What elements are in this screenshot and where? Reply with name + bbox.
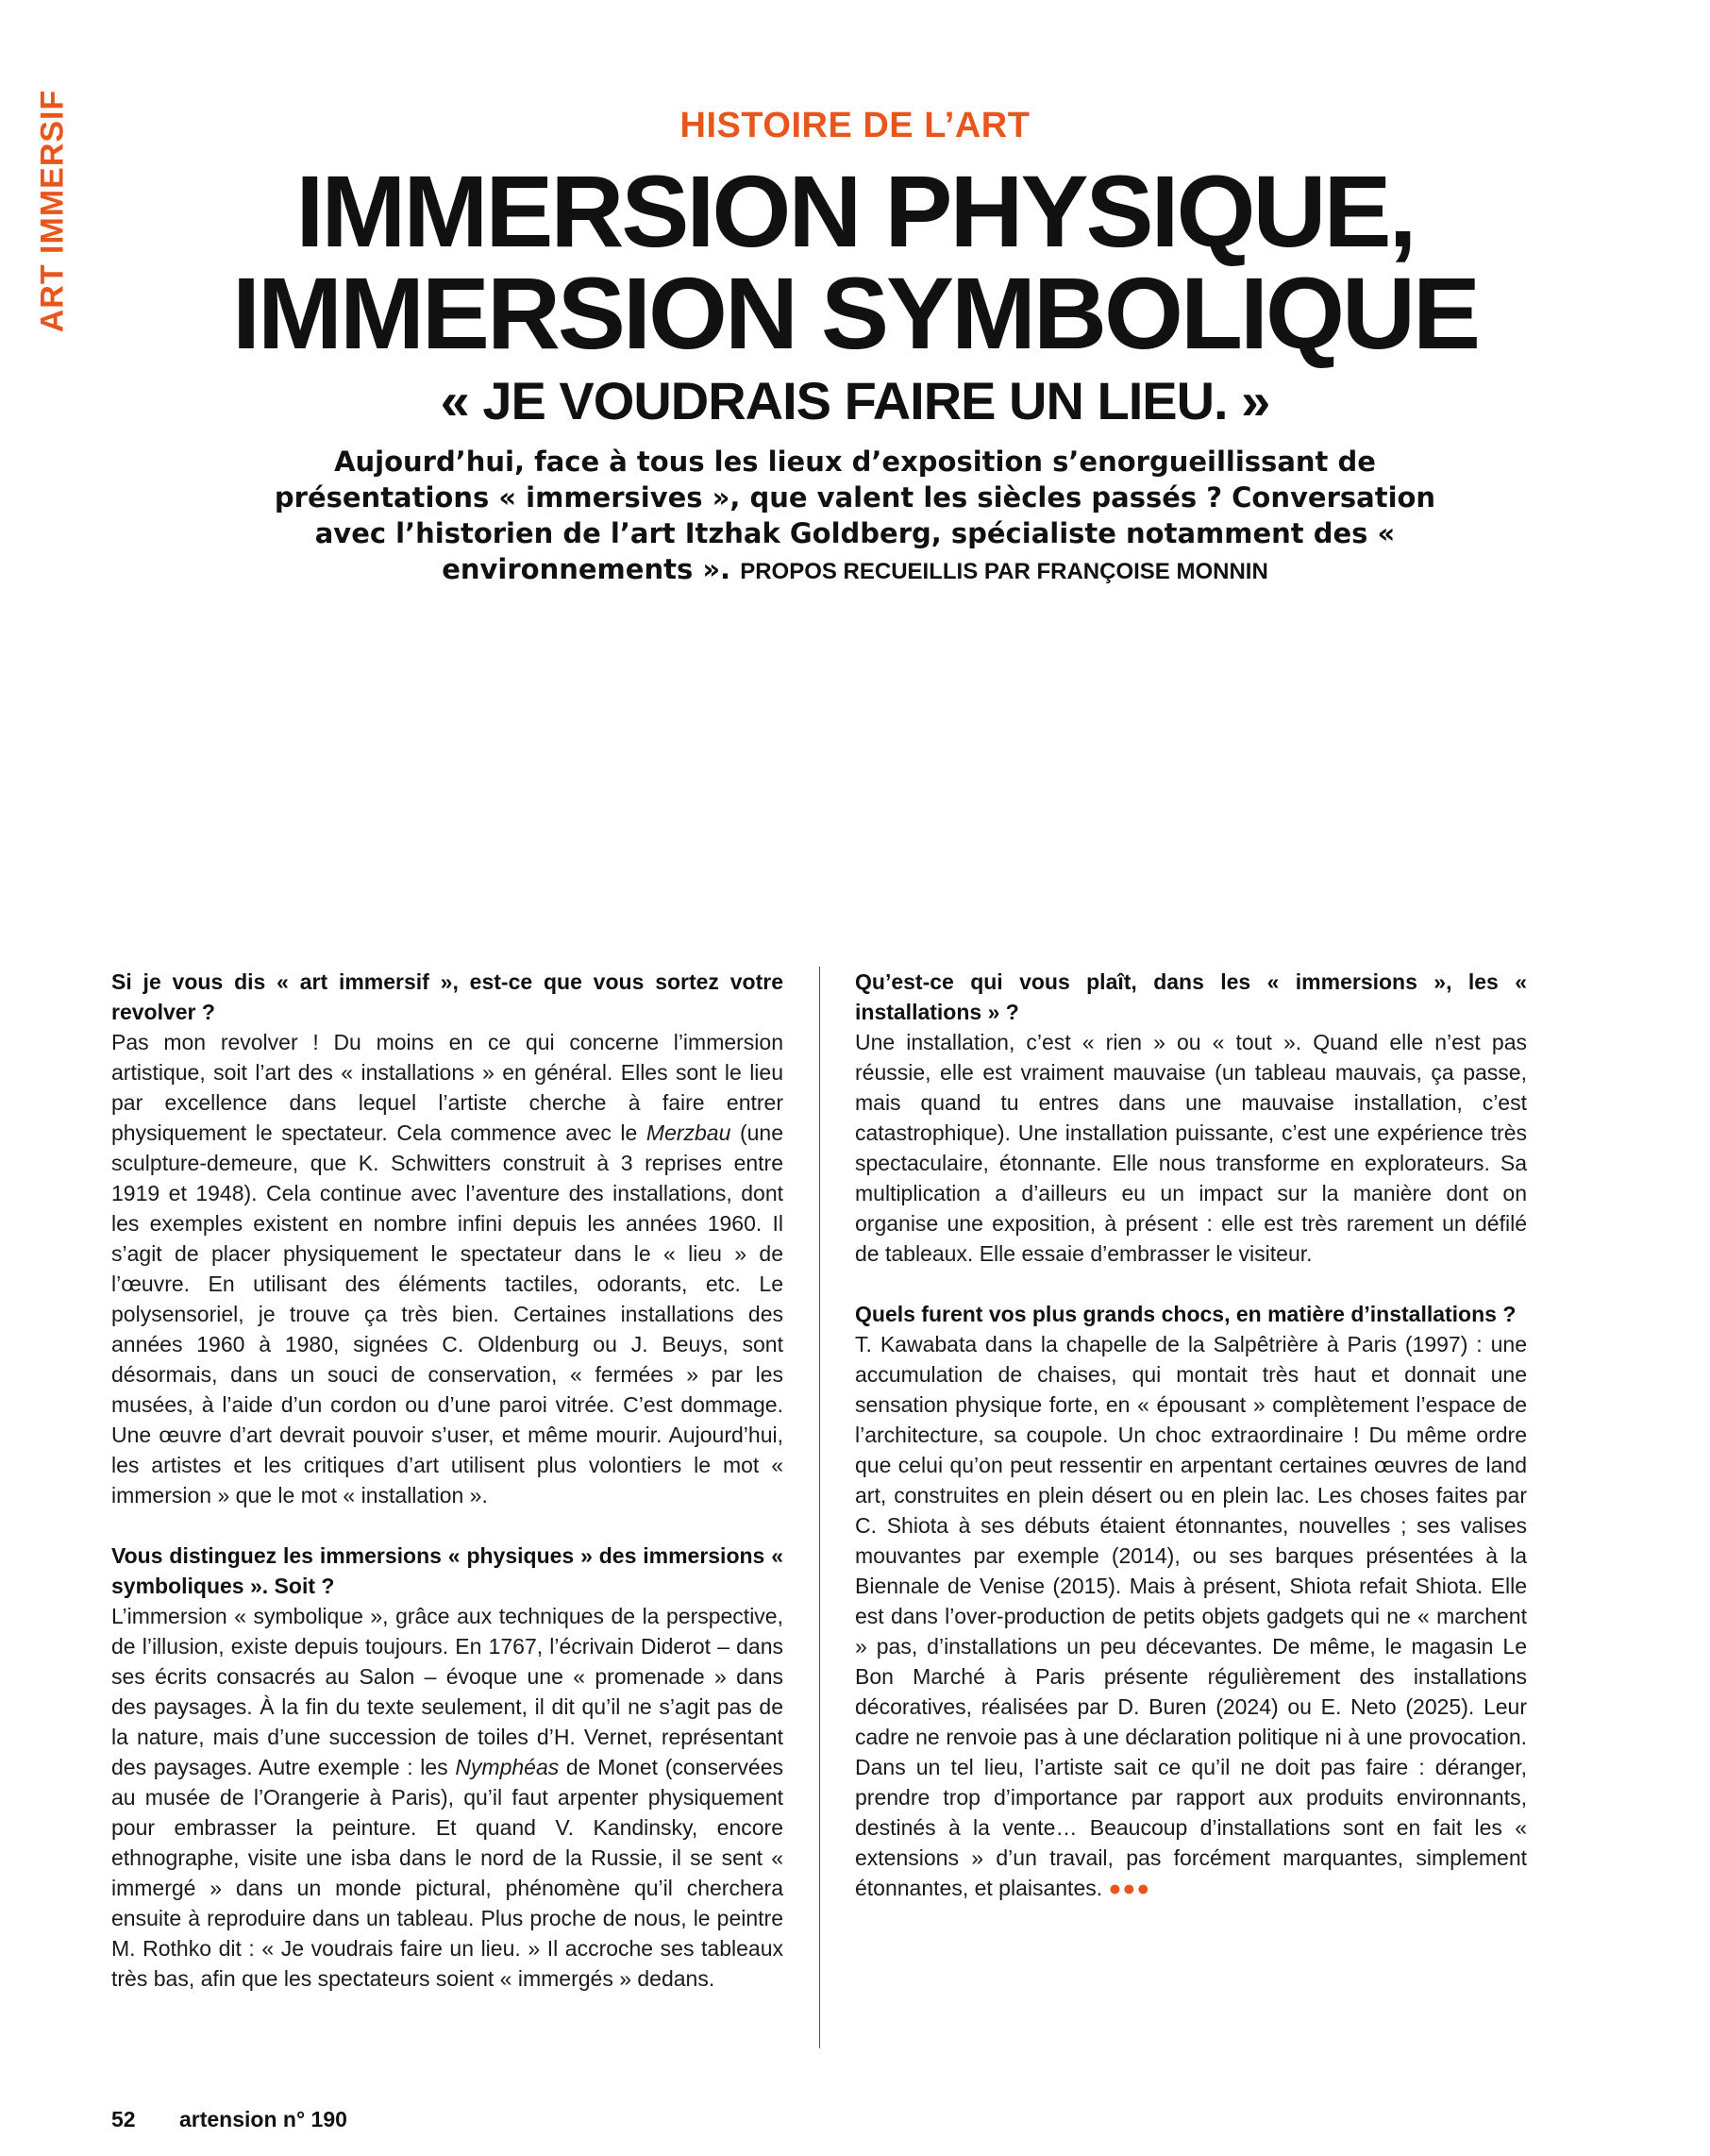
answer-4 bbox=[855, 1329, 1527, 1903]
answer-1-italic-title: Merzbau bbox=[645, 1120, 731, 1145]
question-4: Quels furent vos plus grands chocs, en matière d’installations ? bbox=[855, 1302, 1517, 1326]
article-kicker: HISTOIRE DE L’ART bbox=[679, 106, 1031, 145]
right-column bbox=[855, 967, 1527, 1903]
standfirst-text: Aujourd’hui, face à tous les lieux d’exposition s’enorgueillissant de présentations « immersives », que valent les siècles passés ? Conversation avec l’historien de l’art Itzhak Goldberg, spécialiste notamment des « environnements ». bbox=[274, 446, 1436, 585]
paragraph-gap bbox=[111, 1510, 783, 1541]
page-number: 52 bbox=[111, 2107, 136, 2131]
end-of-article-dots-icon: ●●● bbox=[1108, 1876, 1151, 1900]
title-line-2: IMMERSION SYMBOLIQUE bbox=[231, 256, 1479, 370]
answer-2-text-a: L’immersion « symbolique », grâce aux techniques de la perspective, de l’illusion, existe depuis toujours. En 1767, l’écrivain Diderot – dans ses écrits consacrés au Salon – évoque une « promenade » dans des paysages. À la fin du texte seulement, il dit qu’il ne s’agit pas de la nature, mais d’une succession de toiles d’H. Vernet, représentant des paysages. Autre exemple : les bbox=[111, 1604, 783, 1779]
section-side-tab-label: ART IMMERSIF bbox=[34, 89, 71, 332]
paragraph-gap bbox=[855, 1269, 1527, 1299]
article-subtitle: « JE VOUDRAIS FAIRE UN LIEU. » bbox=[440, 371, 1270, 430]
left-column bbox=[111, 967, 783, 1994]
answer-1-text-a: Pas mon revolver ! Du moins en ce qui concerne l’immersion artistique, soit l’art des « installations » en général. Elles sont le lieu par excellence dans lequel l’artiste cherche à faire entrer physiquement le spectateur. Cela commence avec le bbox=[111, 1030, 783, 1145]
page-footer bbox=[111, 2107, 347, 2132]
question-1: Si je vous dis « art immersif », est-ce que vous sortez votre revolver ? bbox=[111, 969, 783, 1024]
answer-1-text-b: (une sculpture-demeure, que K. Schwitters construit à 3 reprises entre 1919 et 1948). Cela continue avec l’aventure des installations, dont les exemples existent en nombre infini depuis les années 1960. Il s’agit de placer physiquement le spectateur dans le « lieu » de l’œuvre. En utilisant des éléments tactiles, odorants, etc. Le polysensoriel, je trouve ça très bien. Certaines installations des années 1960 à 1980, signées C. Oldenburg ou J. Beuys, sont désormais, dans un souci de conservation, « fermées » par les musées, à l’aide d’un cordon ou d’une paroi vitrée. C’est dommage. Une œuvre d’art devrait pouvoir s’user, et même mourir. Aujourd’hui, les artistes et les critiques d’art utilisent plus volontiers le mot « immersion » que le mot « installation ». bbox=[111, 1120, 783, 1508]
article-title bbox=[0, 154, 1710, 370]
column-divider bbox=[819, 967, 820, 2048]
answer-2 bbox=[111, 1601, 783, 1994]
article-byline: PROPOS RECUEILLIS PAR FRANÇOISE MONNIN bbox=[740, 559, 1268, 584]
answer-4-text: T. Kawabata dans la chapelle de la Salpêtrière à Paris (1997) : une accumulation de chaises, qui montait très haut et donnait une sensation physique forte, en « épousant » complètement l’espace de l’architecture, sa coupole. Un choc extraordinaire ! Du même ordre que celui qu’on peut ressentir en arpentant certaines œuvres de land art, construites en plein désert ou en plein lac. Les choses faites par C. Shiota à ses débuts étaient étonnantes, nouvelles ; ses valises mouvantes par exemple (2014), ou ses barques présentées à la Biennale de Venise (2015). Mais à présent, Shiota refait Shiota. Elle est dans l’over-production de petits objets gadgets qui ne « marchent » pas, d’installations un peu décevantes. De même, le magasin Le Bon Marché à Paris présente régulièrement des installations décoratives, réalisées par D. Buren (2024) ou E. Neto (2025). Leur cadre ne renvoie pas à une déclaration politique ni à une provocation. Dans un tel lieu, l’artiste sait ce qu’il ne doit pas faire : déranger, prendre trop d’importance par rapport aux produits environnants, destinés à la vente… Beaucoup d’installations sont en fait les « extensions » d’un travail, pas forcément marquantes, simplement étonnantes, et plaisantes. bbox=[855, 1332, 1527, 1900]
article-standfirst bbox=[264, 444, 1446, 590]
answer-2-italic-title: Nymphéas bbox=[455, 1755, 560, 1779]
question-2: Vous distinguez les immersions « physiques » des immersions « symboliques ». Soit ? bbox=[111, 1543, 783, 1598]
magazine-issue: artension n° 190 bbox=[178, 2107, 347, 2131]
answer-2-text-b: de Monet (conservées au musée de l’Orangerie à Paris), qu’il faut arpenter physiquement pour embrasser la peinture. Et quand V. Kandinsky, encore ethnographe, visite une isba dans le nord de la Russie, il se sent « immergé » dans un monde pictural, phénomène qu’il cherchera ensuite à reproduire dans un tableau. Plus proche de nous, le peintre M. Rothko dit : « Je voudrais faire un lieu. » Il accroche ses tableaux très bas, afin que les spectateurs soient « immergés » dedans. bbox=[111, 1755, 784, 1991]
question-3: Qu’est-ce qui vous plaît, dans les « immersions », les « installations » ? bbox=[855, 969, 1527, 1024]
title-line-1: IMMERSION PHYSIQUE, bbox=[295, 154, 1415, 268]
answer-1 bbox=[111, 1027, 783, 1510]
answer-3: Une installation, c’est « rien » ou « tout ». Quand elle n’est pas réussie, elle est vraiment mauvaise (un tableau mauvais, ça passe, mais quand tu entres dans une mauvaise installation, c’est catastrophique). Une installation puissante, c’est une expérience très spectaculaire, étonnante. Elle nous transforme en explorateurs. Sa multiplication a d’ailleurs eu un impact sur la manière dont on organise une exposition, à présent : elle est très rarement un défilé de tableaux. Elle essaie d’embrasser le visiteur. bbox=[855, 1030, 1527, 1266]
